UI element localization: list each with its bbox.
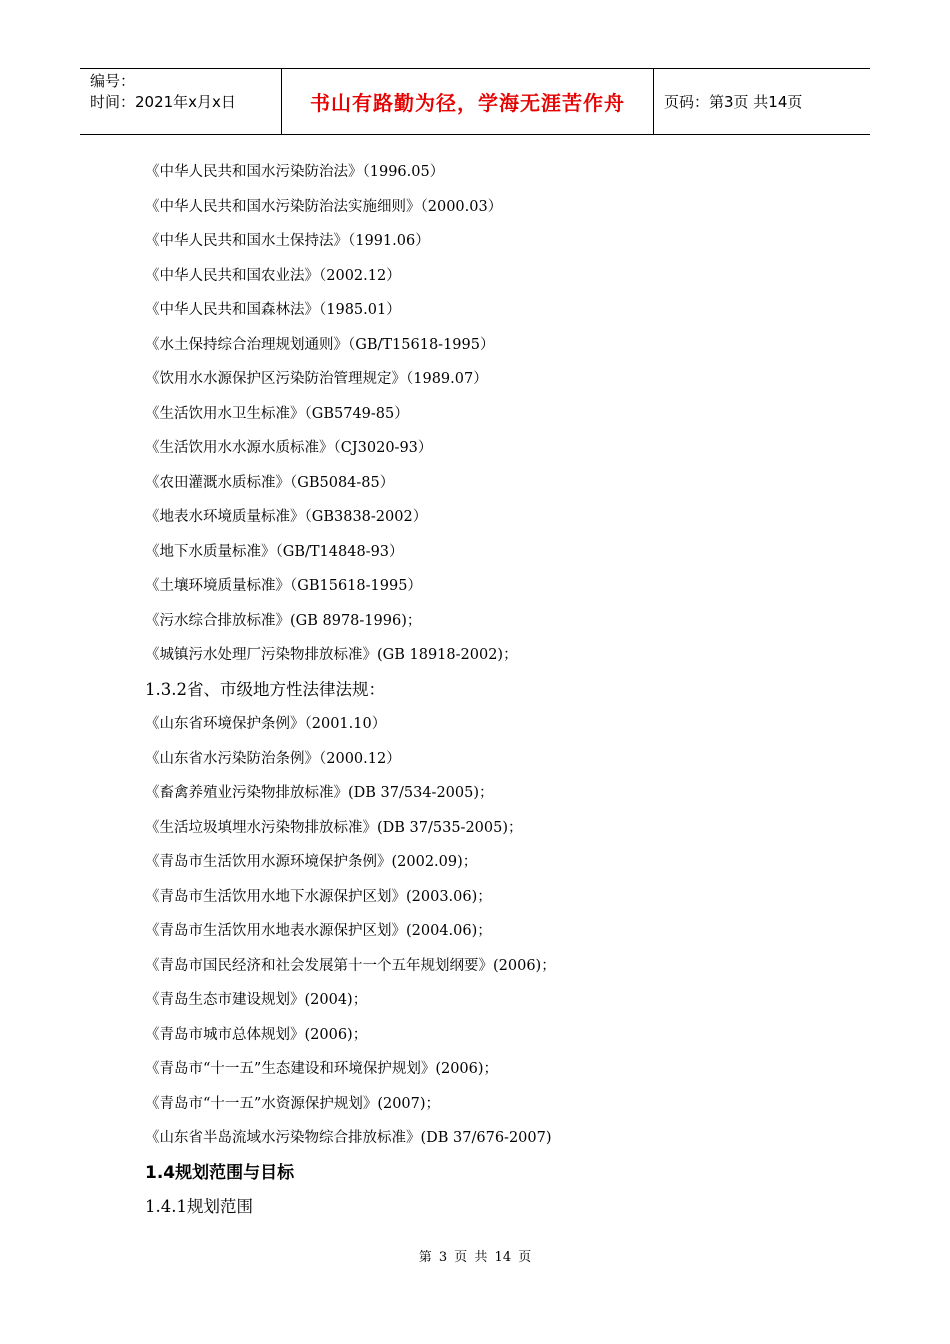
reference-item: 《饮用水水源保护区污染防治管理规定》（1989.07） — [145, 371, 488, 387]
section-heading: 1.3.2省、市级地方性法律法规： — [145, 679, 385, 699]
reference-item: 《生活饮用水水源水质标准》（CJ3020-93） — [145, 440, 433, 456]
page-header — [80, 68, 870, 135]
reference-item: 《污水综合排放标准》(GB 8978-1996)； — [145, 612, 422, 629]
reference-item: 《地表水环境质量标准》（GB3838-2002） — [145, 509, 428, 525]
reference-item: 《城镇污水处理厂污染物排放标准》(GB 18918-2002)； — [145, 647, 518, 663]
reference-item: 《青岛市生活饮用水地下水源保护区划》(2003.06)； — [145, 888, 492, 905]
reference-item: 《生活饮用水卫生标准》（GB5749-85） — [145, 405, 409, 422]
reference-item: 《山东省半岛流域水污染物综合排放标准》(DB 37/676-2007) — [145, 1130, 552, 1146]
document-body — [145, 160, 845, 1230]
reference-item: 《中华人民共和国水土保持法》（1991.06） — [145, 233, 430, 249]
time-label: 时间：2021年x月x日 — [90, 93, 236, 111]
section-heading: 1.4规划范围与目标 — [145, 1162, 295, 1183]
reference-item: 《青岛市生活饮用水源环境保护条例》(2002.09)； — [145, 854, 478, 870]
page-footer: 第 3 页 共 14 页 — [418, 1250, 532, 1265]
reference-item: 《青岛市“十一五”水资源保护规划》(2007)； — [145, 1095, 441, 1112]
reference-item: 《山东省水污染防治条例》（2000.12） — [145, 750, 401, 767]
reference-item: 《畜禽养殖业污染物排放标准》(DB 37/534-2005)； — [145, 785, 494, 801]
reference-item: 《中华人民共和国森林法》（1985.01） — [145, 302, 401, 318]
number-label: 编号： — [90, 72, 136, 90]
reference-item: 《青岛市城市总体规划》(2006)； — [145, 1026, 368, 1043]
reference-item: 《水土保持综合治理规划通则》（GB/T15618-1995） — [145, 336, 495, 353]
reference-item: 《中华人民共和国水污染防治法》（1996.05） — [145, 164, 445, 180]
reference-item: 《山东省环境保护条例》（2001.10） — [145, 716, 387, 732]
reference-item: 《中华人民共和国农业法》（2002.12） — [145, 267, 401, 284]
reference-item: 《农田灌溉水质标准》（GB5084-85） — [145, 474, 395, 491]
reference-item: 《土壤环境质量标准》（GB15618-1995） — [145, 578, 422, 594]
reference-item: 《生活垃圾填埋水污染物排放标准》(DB 37/535-2005)； — [145, 819, 523, 836]
reference-item: 《中华人民共和国水污染防治法实施细则》（2000.03） — [145, 198, 503, 215]
reference-item: 《青岛市国民经济和社会发展第十一个五年规划纲要》(2006)； — [145, 957, 556, 974]
reference-item: 《青岛生态市建设规划》(2004)； — [145, 992, 368, 1008]
reference-item: 《青岛市“十一五”生态建设和环境保护规划》(2006)； — [145, 1061, 499, 1077]
header-page-info: 页码：第3页 共14页 — [664, 93, 803, 111]
header-motto: 书山有路勤为径，学海无涯苦作舟 — [282, 69, 654, 134]
header-meta — [80, 69, 282, 134]
reference-item: 《地下水质量标准》（GB/T14848-93） — [145, 543, 404, 560]
section-heading: 1.4.1规划范围 — [145, 1197, 253, 1216]
reference-item: 《青岛市生活饮用水地表水源保护区划》(2004.06)； — [145, 923, 492, 939]
